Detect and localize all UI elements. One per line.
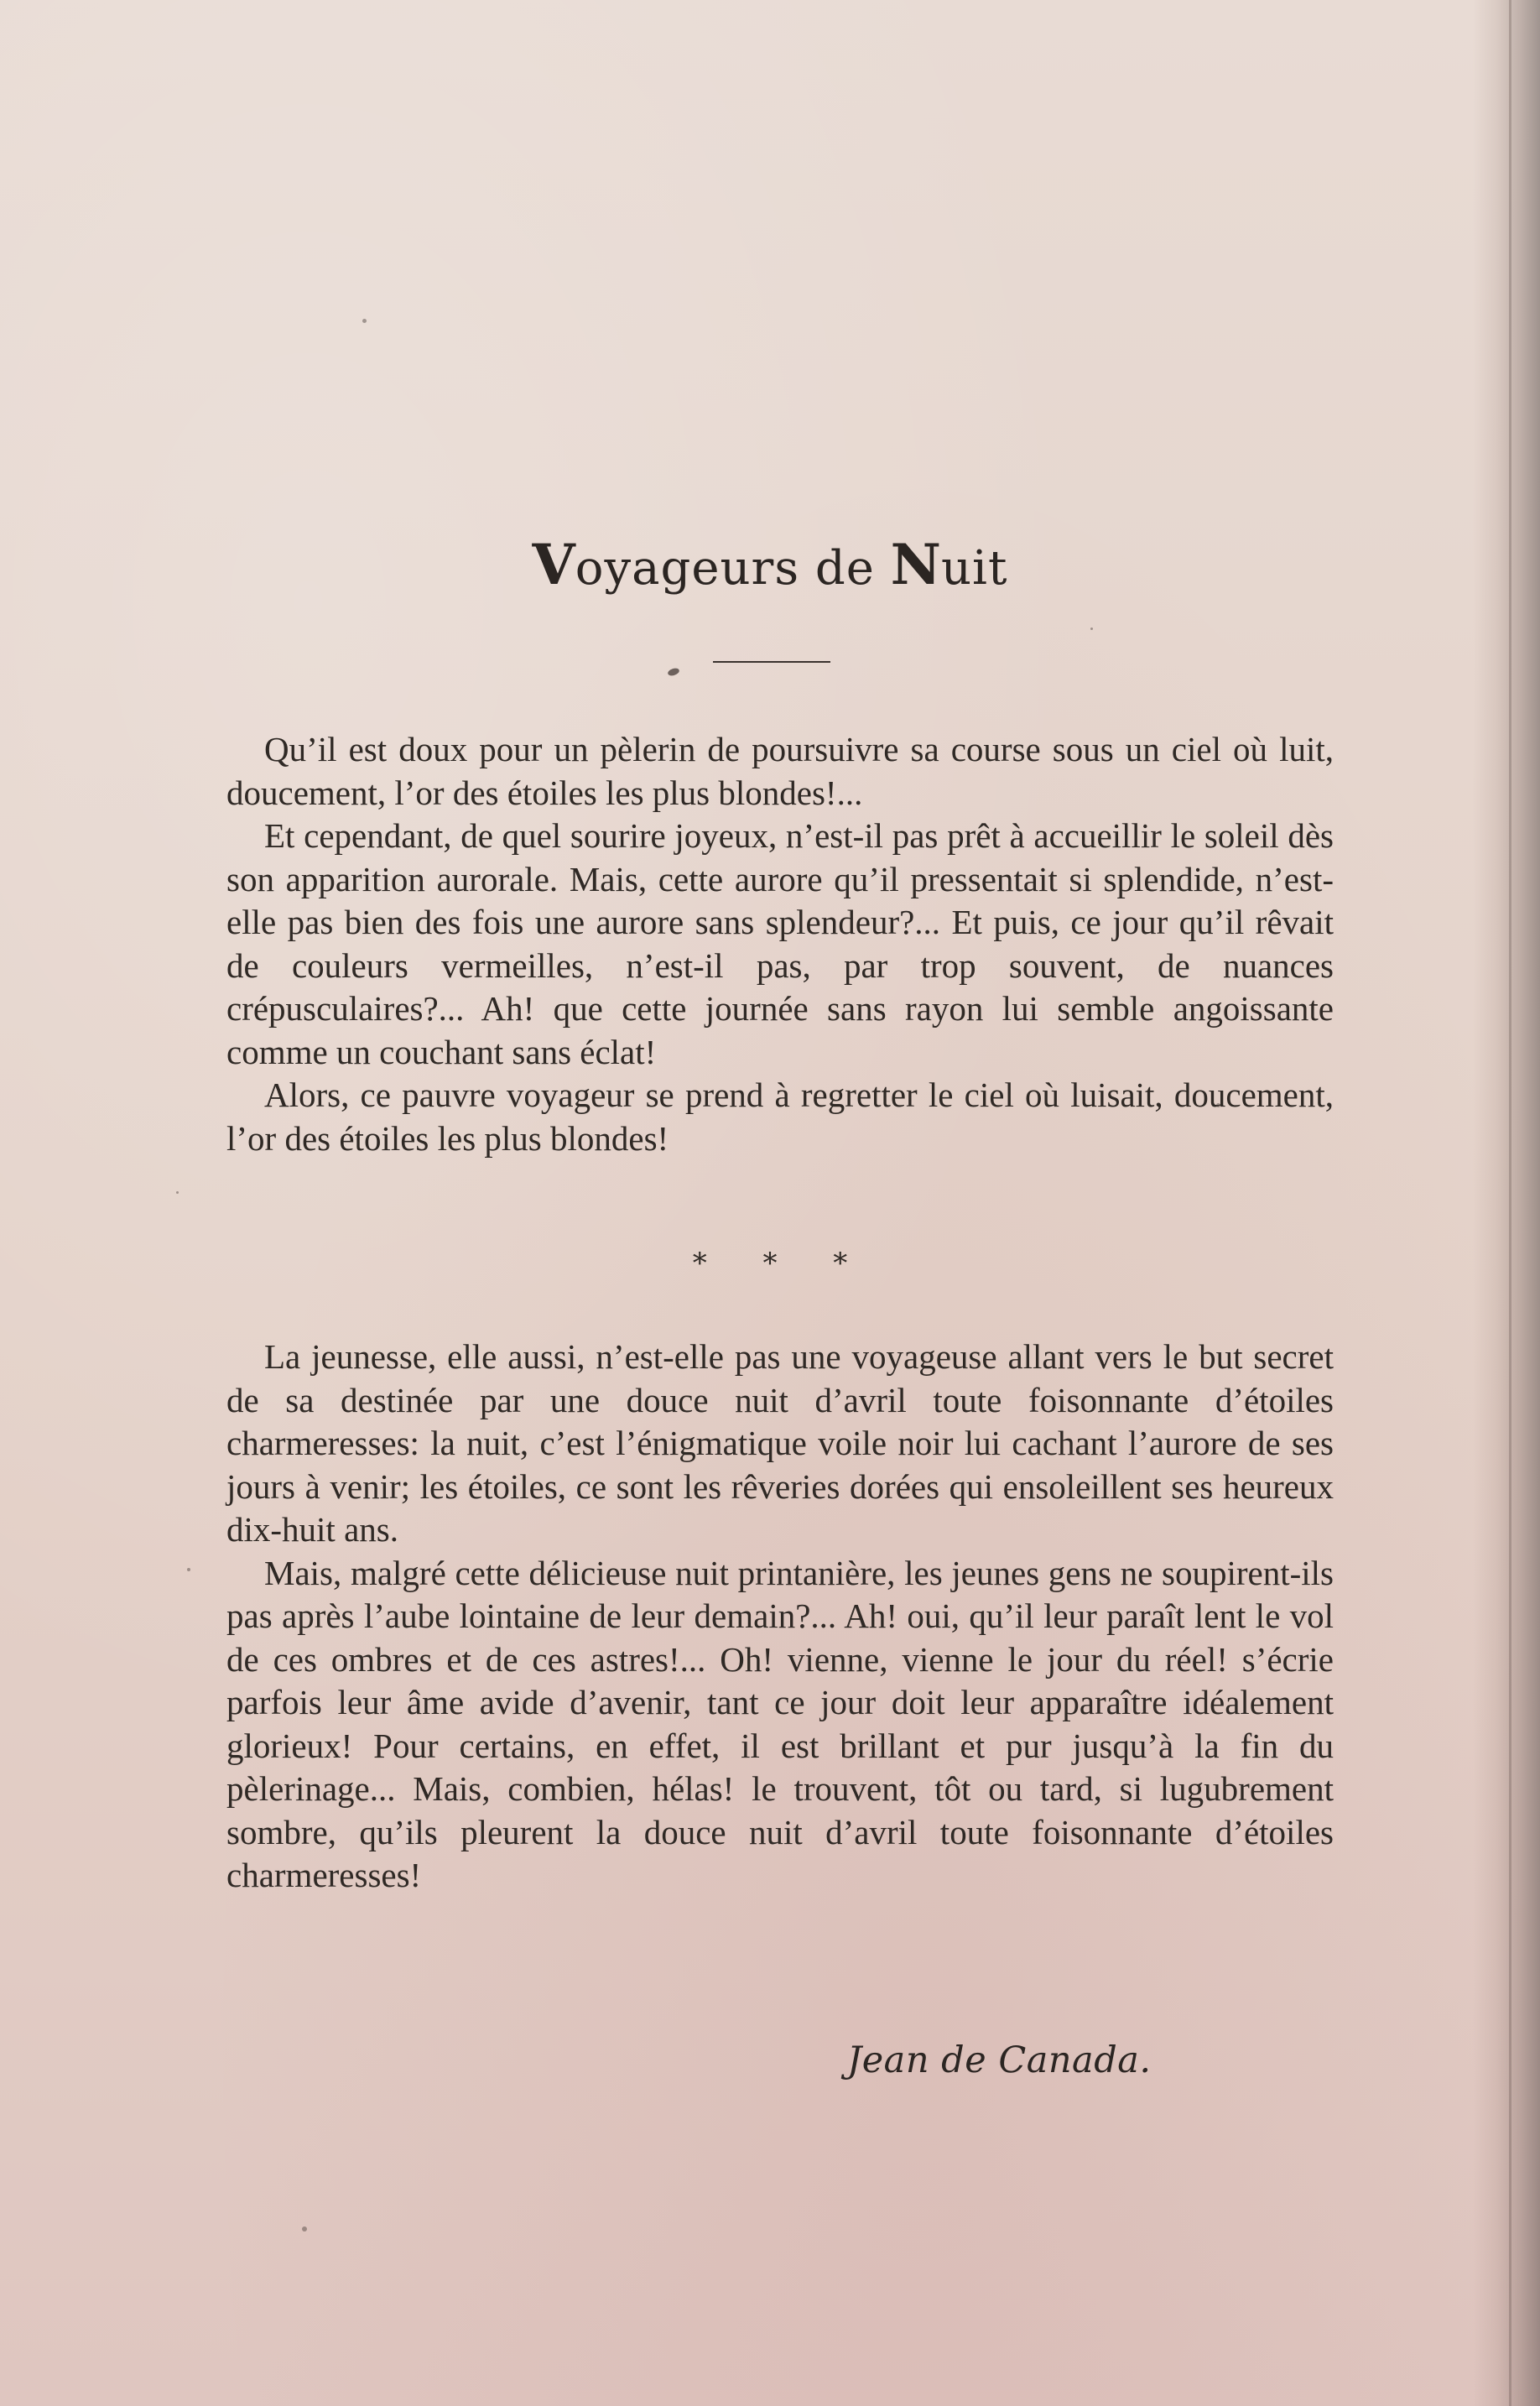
page-edge-line [1509,0,1511,2406]
paragraph-3: Alors, ce pauvre voyageur se prend à regretter le ciel où luisait, doucement, l’or des étoiles les plus blondes! [226,1075,1334,1158]
paper-speck [176,1191,179,1194]
page-edge-shadow [1473,0,1540,2406]
paper-speck [1090,628,1093,630]
paragraph-1: Qu’il est doux pour un pèlerin de poursuivre sa course sous un ciel où luit, doucement, l’or des étoiles les plus blondes!... [226,730,1334,812]
paper-speck [187,1568,190,1571]
section-one [226,728,1334,1160]
paragraph-5: Mais, malgré cette délicieuse nuit printanière, les jeunes gens ne soupirent-ils pas après l’aube lointaine de leur demain?... Ah! oui, qu’il leur paraît lent le vol de ces ombres et de ces astres!... Oh! vienne, vienne le jour du réel! s’écrie parfois leur âme avide d’avenir, tant ce jour doit leur apparaître idéalement glorieux! Pour certains, en effet, il est brillant et pur jusqu’à la fin du pèlerinage... Mais, combien, hélas! le trouvent, tôt ou tard, si lugubrement sombre, qu’ils pleurent la douce nuit d’avril toute foisonnante d’étoiles charmeresses! [226,1553,1334,1894]
title-part-two: uit [940,541,1008,596]
title-initial-v: V [532,532,575,597]
paper-speck [1216,1103,1220,1107]
paragraph-2: Et cependant, de quel sourire joyeux, n’est-il pas prêt à accueillir le soleil dès son apparition aurorale. Mais, cette aurore qu’il pressentait si splendide, n’est-elle pas bien des fois une aurore sans splendeur?... Et puis, ce jour qu’il rêvait de couleurs vermeilles, n’est-il pas, par trop souvent, de nuances crépusculaires?... Ah! que cette journée sans rayon lui semble angoissante comme un couchant sans éclat! [226,816,1334,1071]
section-two [226,1336,1334,1898]
author-signature: Jean de Canada. [847,2039,1152,2081]
paper-speck [362,319,367,323]
paragraph-4: La jeunesse, elle aussi, n’est-elle pas une voyageuse allant vers le but secret de sa destinée par une douce nuit d’avril toute foisonnante d’étoiles charmeresses: la nuit, c’est l’énigmatique voile noir lui cachant l’aurore de ses jours à venir; les étoiles, ce sont les rêveries dorées qui ensoleillent ses heureux dix-huit ans. [226,1337,1334,1549]
title-initial-n: N [890,532,941,597]
paper-speck [302,2226,307,2232]
page-title [0,532,1540,598]
title-part-one: oyageurs de [575,541,891,596]
title-rule [713,661,830,663]
ink-mark [667,667,680,677]
section-separator: * * * [692,1247,871,1280]
